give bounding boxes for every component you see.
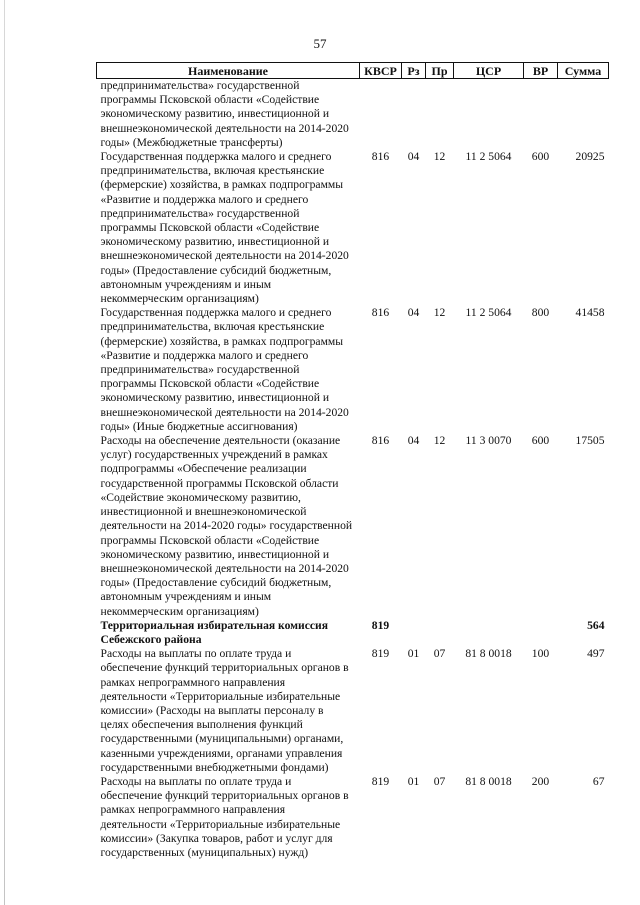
row-sum: 41458 [575,306,605,320]
row-csr: 11 3 0070 [465,434,512,448]
table-header-row [97,63,609,79]
scan-edge [4,0,5,905]
row-csr: 81 8 0018 [465,647,512,661]
row-csr [454,619,524,647]
row-kvsr: 816 [371,434,390,448]
row-vr: 800 [531,306,550,320]
row-name: Территориальная избирательная комиссия Себежского района [100,618,328,646]
table-row [97,434,609,619]
table-row [97,306,609,434]
budget-table [96,62,609,860]
row-name: Расходы на выплаты по оплате труда и обеспечение функций территориальных органов в рамках непрограммного направления деятельности «Территориальные избирательные комиссии» (Расходы на выплаты персоналу в целях обеспечения выполнения функций государственными (муниципальными) органами, казенными учреждениями, органами управления государственными внебюджетными фондами) [100,647,349,774]
column-header-csr: ЦСР [454,63,524,79]
row-pr: 12 [433,434,446,448]
row-name: Государственная поддержка малого и среднего предпринимательства, включая крестьянские (фермерские) хозяйства, в рамках подпрограммы «Развитие и поддержка малого и среднего предпринимательства» государственной программы Псковской области «Содействие экономическому развитию, инвестиционной и внешнеэкономической деятельности на 2014-2020 годы» (Предоставление субсидий бюджетным, автономным учреждениям и иным некоммерческим организациям) [100,150,349,306]
row-rz: 01 [407,774,420,788]
row-kvsr: 819 [371,647,390,661]
row-vr: 600 [531,434,550,448]
row-sum: 497 [587,647,605,661]
row-pr: 07 [433,647,446,661]
row-rz: 04 [407,150,420,164]
column-header-name: Наименование [97,63,360,79]
row-vr [524,619,558,647]
column-header-sum: Сумма [558,63,609,79]
column-header-rz: Рз [402,63,426,79]
column-header-pr: Пр [426,63,454,79]
row-pr [426,79,454,151]
table-row [97,775,609,860]
row-vr: 200 [531,774,550,788]
row-vr: 600 [531,150,550,164]
table-row [97,647,609,775]
row-rz: 04 [407,434,420,448]
row-kvsr: 816 [371,306,390,320]
row-name: Расходы на выплаты по оплате труда и обеспечение функций территориальных органов в рамках непрограммного направления деятельности «Территориальные избирательные комиссии» (Закупка товаров, работ и услуг для государственных (муниципальных) нужд) [100,774,349,859]
row-sum [558,79,609,151]
row-pr: 12 [433,306,446,320]
row-pr: 07 [433,774,446,788]
row-rz: 01 [407,647,420,661]
page-number: 57 [313,36,327,51]
row-csr: 11 2 5064 [465,150,512,164]
row-kvsr: 816 [371,150,390,164]
row-csr [454,79,524,151]
row-sum: 67 [592,774,605,788]
budget-table-container [96,62,608,860]
row-rz: 04 [407,306,420,320]
column-header-kvsr: КВСР [360,63,402,79]
table-row-organization [97,619,609,647]
row-vr [524,79,558,151]
row-vr: 100 [531,647,550,661]
row-name: предпринимательства» государственной программы Псковской области «Содействие экономическому развитию, инвестиционной и внешнеэкономической деятельности на 2014-2020 годы» (Межбюджетные трансферты) [100,79,349,149]
row-sum: 17505 [575,434,605,448]
table-row [97,79,609,151]
row-csr: 81 8 0018 [465,774,512,788]
row-name: Государственная поддержка малого и среднего предпринимательства, включая крестьянские (фермерские) хозяйства, в рамках подпрограммы «Развитие и поддержка малого и среднего предпринимательства» государственной программы Псковской области «Содействие экономическому развитию, инвестиционной и внешнеэкономической деятельности на 2014-2020 годы» (Иные бюджетные ассигнования) [100,306,349,433]
row-sum: 564 [587,618,605,632]
row-kvsr: 819 [371,618,390,632]
table-row [97,150,609,306]
row-pr: 12 [433,150,446,164]
row-kvsr [360,79,402,151]
row-sum: 20925 [575,150,605,164]
row-kvsr: 819 [371,774,390,788]
column-header-vr: ВР [524,63,558,79]
row-csr: 11 2 5064 [465,306,512,320]
row-pr [426,619,454,647]
row-rz [402,619,426,647]
row-name: Расходы на обеспечение деятельности (оказание услуг) государственных учреждений в рамках подпрограммы «Обеспечение реализации государственной программы Псковской области «Содействие экономическому развитию, инвестиционной и внешнеэкономической деятельности на 2014-2020 годы» государственной программы Псковской области «Содействие экономическому развитию, инвестиционной и внешнеэкономической деятельности на 2014-2020 годы» (Предоставление субсидий бюджетным, автономным учреждениям и иным некоммерческим организациям) [100,434,353,618]
row-rz [402,79,426,151]
